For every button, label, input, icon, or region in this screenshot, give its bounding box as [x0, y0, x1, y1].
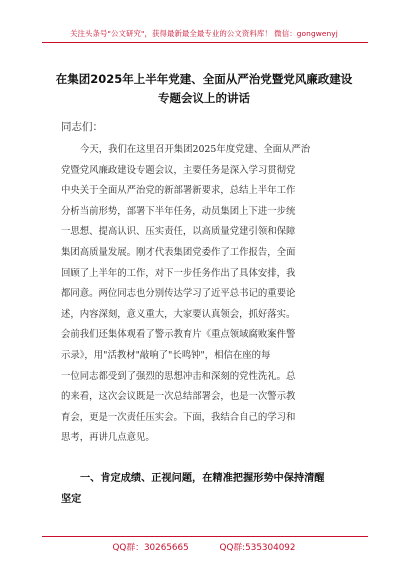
- document-title: [50, 70, 358, 108]
- body-line: 述，内容深刻，意义重大，大家要认真领会，抓好落实。: [61, 308, 296, 320]
- body-line: 今天，我们在这里召开集团2025年度党建、全面从严治: [80, 144, 311, 155]
- header-divider: [42, 42, 368, 43]
- title-line-2: 专题会议上的讲话: [158, 91, 250, 105]
- body-line: 回顾了上半年的工作，对下一步任务作出了具体安排，我: [61, 267, 296, 279]
- section-heading-line-1: 一、肯定成绩、正视问题，在精准把握形势中保持清醒: [80, 473, 325, 484]
- body-line: 的来看，这次会议既是一次总结部署会，也是一次警示教: [61, 391, 296, 403]
- body-line: 一思想、提高认识、压实责任，以高质量党建引领和保障: [61, 226, 296, 238]
- salutation: 同志们：: [61, 121, 103, 133]
- body-line: 思考，再讲几点意见。: [61, 432, 155, 444]
- body-line: 都同意。两位同志也分别传达学习了近平总书记的重要论: [61, 288, 296, 300]
- body-line: 分析当前形势，部署下半年任务，动员集团上下进一步统: [61, 205, 296, 217]
- body-line: 党暨党风廉政建设专题会议，主要任务是深入学习贯彻党: [61, 164, 296, 176]
- qq-group-2: QQ群:535304092: [219, 543, 296, 553]
- body-line: 会前我们还集体观看了警示教育片《重点领域腐败案件警: [61, 329, 296, 341]
- header-banner: 关注头条号"公文研究"，获得最新最全最专业的公文资料库！ 微信：gongwenyj: [70, 29, 338, 38]
- title-line-1: 在集团2025年上半年党建、全面从严治党暨党风廉政建设: [55, 72, 353, 86]
- body-line: 一位同志都受到了强烈的思想冲击和深刻的党性洗礼。总: [61, 370, 296, 382]
- footer-divider: [42, 536, 368, 537]
- body-line: 育会，更是一次责任压实会。下面，我结合自己的学习和: [61, 411, 296, 423]
- body-line: 中央关于全面从严治党的新部署新要求，总结上半年工作: [61, 185, 296, 197]
- body-line: 示录》，用"活教材"敲响了"长鸣钟"，相信在座的每: [61, 349, 271, 361]
- body-paragraph: [61, 140, 357, 449]
- section-heading: [61, 468, 361, 510]
- footer-contacts: [0, 540, 408, 553]
- body-line: 集团高质量发展。刚才代表集团党委作了工作报告，全面: [61, 246, 296, 258]
- qq-group-1: QQ群：30265665: [112, 543, 189, 553]
- section-heading-line-2: 坚定: [61, 494, 82, 505]
